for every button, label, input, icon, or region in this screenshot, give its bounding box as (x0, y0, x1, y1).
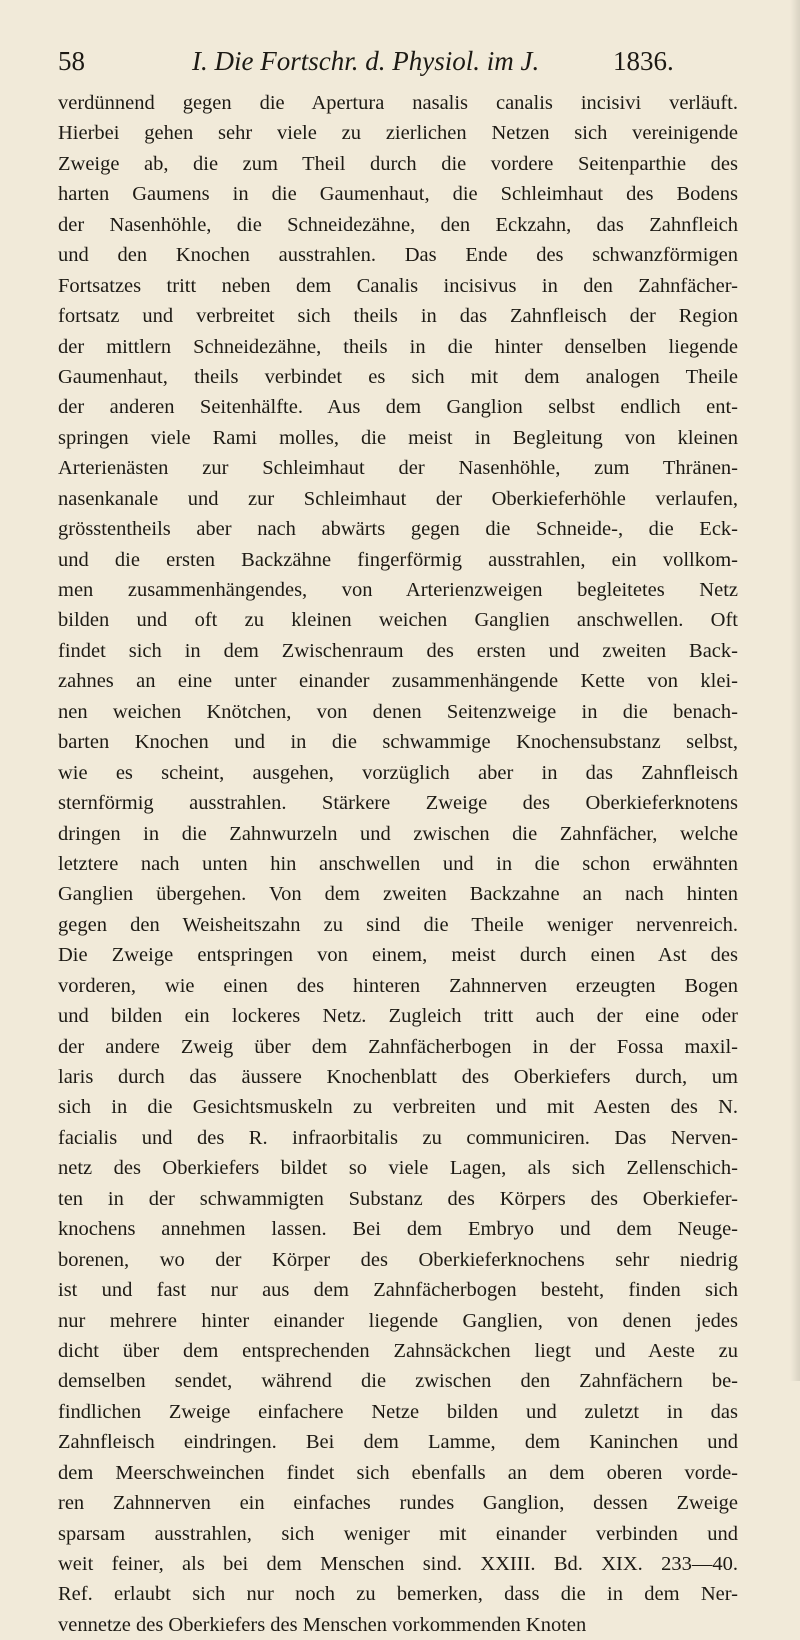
text-line: ten in der schwammigten Substanz des Körpers des Oberkiefer- (58, 1187, 738, 1210)
text-line: nasenkanale und zur Schleimhaut der Oberkieferhöhle verlaufen, (58, 487, 738, 510)
text-line: findlichen Zweige einfachere Netze bilden und zuletzt in das (58, 1400, 738, 1423)
text-line: Die Zweige entspringen von einem, meist durch einen Ast des (58, 944, 738, 967)
text-line: dicht über dem entsprechenden Zahnsäckchen liegt und Aeste zu (58, 1339, 738, 1362)
text-line: demselben sendet, während die zwischen den Zahnfächern be- (58, 1370, 738, 1393)
text-line: und bilden ein lockeres Netz. Zugleich tritt auch der eine oder (58, 1005, 738, 1028)
text-line: fortsatz und verbreitet sich theils in das Zahnfleisch der Region (58, 305, 738, 328)
text-line: bilden und oft zu kleinen weichen Ganglien anschwellen. Oft (58, 609, 738, 632)
text-line: grösstentheils aber nach abwärts gegen die Schneide-, die Eck- (58, 518, 738, 541)
text-line: Arterienästen zur Schleimhaut der Nasenhöhle, zum Thränen- (58, 457, 738, 480)
text-line: men zusammenhängendes, von Arterienzweigen begleitetes Netz (58, 579, 738, 601)
page-edge-shadow (790, 0, 800, 1381)
running-header (58, 40, 738, 82)
text-line: borenen, wo der Körper des Oberkieferknochens sehr niedrig (58, 1248, 738, 1271)
text-line: sparsam ausstrahlen, sich weniger mit einander verbinden und (58, 1522, 738, 1545)
text-line: springen viele Rami molles, die meist in Begleitung von kleinen (58, 426, 738, 449)
text-line: der Nasenhöhle, die Schneidezähne, den Eckzahn, das Zahnfleich (58, 213, 738, 236)
text-line: Zahnfleisch eindringen. Bei dem Lamme, dem Kaninchen und (58, 1431, 738, 1454)
text-line: sternförmig ausstrahlen. Stärkere Zweige des Oberkieferknotens (58, 792, 738, 815)
text-line: vennetze des Oberkiefers des Menschen vorkommenden Knoten (58, 1613, 587, 1636)
text-line: Ref. erlaubt sich nur noch zu bemerken, dass die in dem Ner- (58, 1583, 738, 1606)
text-line: zahnes an eine unter einander zusammenhängende Kette von klei- (58, 670, 738, 693)
text-line: und die ersten Backzähne fingerförmig ausstrahlen, ein vollkom- (58, 548, 738, 571)
text-line: vorderen, wie einen des hinteren Zahnnerven erzeugten Bogen (58, 974, 738, 997)
text-line: barten Knochen und in die schwammige Knochensubstanz selbst, (58, 731, 738, 754)
text-line: netz des Oberkiefers bildet so viele Lagen, als sich Zellenschich- (58, 1157, 738, 1180)
text-line: und den Knochen ausstrahlen. Das Ende des schwanzförmigen (58, 244, 738, 267)
text-line: Hierbei gehen sehr viele zu zierlichen Netzen sich vereinigende (58, 122, 738, 145)
text-line: letztere nach unten hin anschwellen und in die schon erwähnten (58, 852, 738, 875)
text-line: Gaumenhaut, theils verbindet es sich mit dem analogen Theile (58, 365, 738, 388)
text-line: nur mehrere hinter einander liegende Ganglien, von denen jedes (58, 1309, 738, 1332)
text-line: sich in die Gesichtsmuskeln zu verbreiten und mit Aesten des N. (58, 1096, 738, 1119)
text-line: nen weichen Knötchen, von denen Seitenzweige in die benach- (58, 700, 738, 723)
text-line: weit feiner, als bei dem Menschen sind. XXIII. Bd. XIX. 233—40. (58, 1553, 738, 1575)
running-title: I. Die Fortschr. d. Physiol. im J. (192, 46, 540, 76)
text-line: wie es scheint, ausgehen, vorzüglich aber in das Zahnfleisch (58, 761, 738, 784)
text-line: Fortsatzes tritt neben dem Canalis incisivus in den Zahnfächer- (58, 274, 738, 297)
text-line: Ganglien übergehen. Von dem zweiten Backzahne an nach hinten (58, 883, 738, 906)
text-line: der mittlern Schneidezähne, theils in die hinter denselben liegende (58, 335, 738, 358)
text-line: gegen den Weisheitszahn zu sind die Theile weniger nervenreich. (58, 913, 738, 936)
text-line: laris durch das äussere Knochenblatt des Oberkiefers durch, um (58, 1066, 738, 1088)
text-line: dem Meerschweinchen findet sich ebenfalls an dem oberen vorde- (58, 1461, 738, 1484)
header-year: 1836. (613, 46, 674, 76)
text-line: ren Zahnnerven ein einfaches rundes Ganglion, dessen Zweige (58, 1492, 738, 1515)
page-number: 58 (58, 46, 85, 76)
text-line: findet sich in dem Zwischenraum des ersten und zweiten Back- (58, 639, 738, 662)
text-line: facialis und des R. infraorbitalis zu communiciren. Das Nerven- (58, 1126, 738, 1149)
text-line: der andere Zweig über dem Zahnfächerbogen in der Fossa maxil- (58, 1035, 738, 1058)
body-text (58, 88, 738, 1640)
text-line: harten Gaumens in die Gaumenhaut, die Schleimhaut des Bodens (58, 183, 738, 206)
text-line: dringen in die Zahnwurzeln und zwischen die Zahnfächer, welche (58, 822, 738, 845)
text-line: ist und fast nur aus dem Zahnfächerbogen besteht, finden sich (58, 1279, 738, 1302)
text-line: Zweige ab, die zum Theil durch die vordere Seitenparthie des (58, 152, 738, 175)
text-line: verdünnend gegen die Apertura nasalis canalis incisivi verläuft. (58, 92, 738, 114)
text-line: der anderen Seitenhälfte. Aus dem Ganglion selbst endlich ent- (58, 396, 738, 419)
text-line: knochens annehmen lassen. Bei dem Embryo und dem Neuge- (58, 1218, 738, 1241)
